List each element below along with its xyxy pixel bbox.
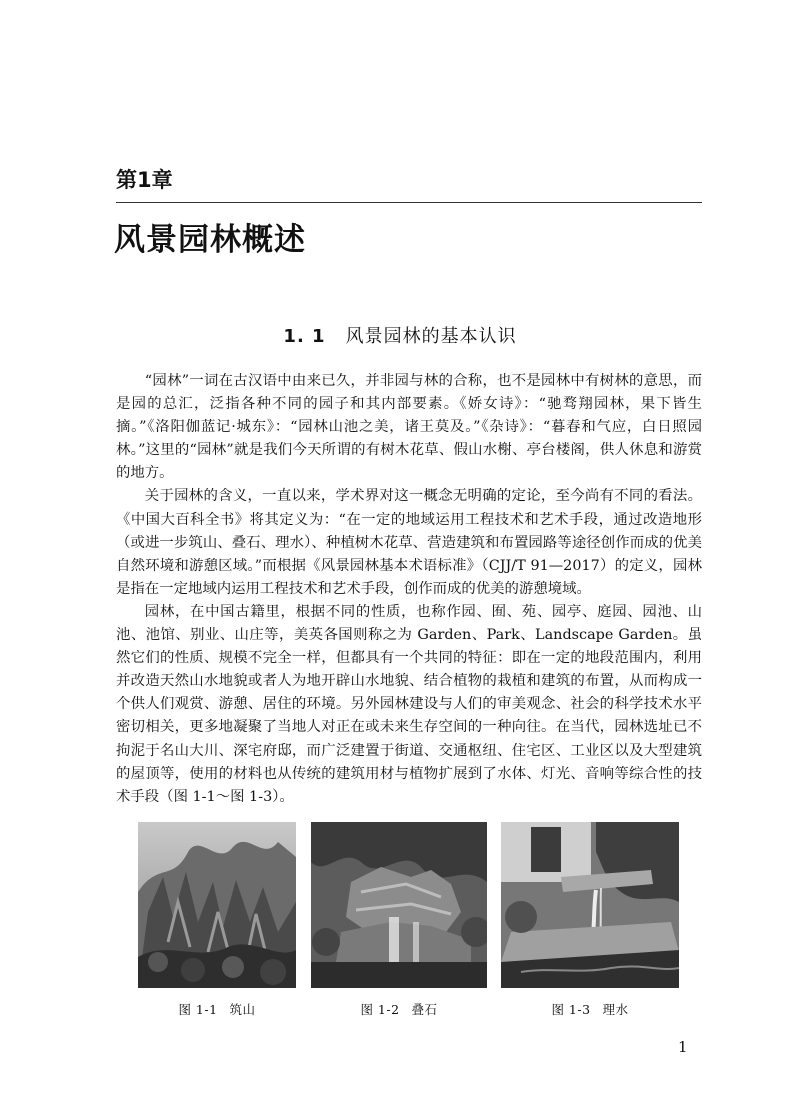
water-feature-photo [501,822,679,988]
paragraph: 园林，在中国古籍里，根据不同的性质，也称作园、囿、苑、园亭、庭园、园池、山池、池馆、别业、山庄等，美英各国则称之为 Garden、Park、Landscape Garden。虽然它们的性质、规模不完全一样，但都具有一个共同的特征：即在一定的地段范围内，利用并改造天然山水地貌或者人为地开辟山水地貌、结合植物的栽植和建筑的布置，从而构成一个供人们观赏、游憩、居住的环境。另外园林建设与人们的审美观念、社会的科学技术水平密切相关，更多地凝聚了当地人对正在或未来生存空间的一种向往。在当代，园林选址已不拘泥于名山大川、深宅府邸，而广泛建置于街道、交通枢纽、住宅区、工业区以及大型建筑的屋顶等，使用的材料也从传统的建筑用材与植物扩展到了水体、灯光、音响等综合性的技术手段（图 1-1～图 1-3）。 [116,603,702,805]
chapter-label: 第1章 [116,168,173,192]
body-text [116,370,702,809]
section-number: 1. 1 [283,326,326,347]
rockery-photo [138,822,296,988]
figure-1-1 [138,822,296,1017]
figure-row [138,822,680,1022]
figure-title: 叠石 [411,1002,438,1017]
figure-title: 理水 [602,1002,629,1017]
paragraph: 关于园林的含义，一直以来，学术界对这一概念无明确的定论，至今尚有不同的看法。《中国大百科全书》将其定义为：“在一定的地域运用工程技术和艺术手段，通过改造地形（或进一步筑山、叠石、理水）、种植树木花草、营造建筑和布置园路等途径创作而成的优美自然环境和游憩区域。”而根据《风景园林基本术语标准》（CJJ/T 91—2017）的定义，园林是指在一定地域内运用工程技术和艺术手段，创作而成的优美的游憩境域。 [116,488,702,597]
figure-caption [311,1000,487,1018]
chapter-divider [116,202,702,203]
figure-caption [138,1000,296,1018]
figure-1-3 [501,822,679,1017]
chapter-title: 风景园林概述 [114,222,306,258]
figure-number: 图 1-3 [551,1002,591,1017]
figure-number: 图 1-1 [178,1002,218,1017]
stone-stack-photo [311,822,487,988]
section-heading [0,322,800,348]
page-number: 1 [678,1038,688,1056]
paragraph: “园林”一词在古汉语中由来已久，并非园与林的合称，也不是园林中有树林的意思，而是园的总汇，泛指各种不同的园子和其内部要素。《娇女诗》：“驰骛翔园林，果下皆生摘。”《洛阳伽蓝记·城东》：“园林山池之美，诸王莫及。”《杂诗》：“暮春和气应，白日照园林。”这里的“园林”就是我们今天所谓的有树木花草、假山水榭、亭台楼阁，供人休息和游赏的地方。 [116,373,702,482]
figure-caption [501,1000,679,1018]
section-title: 风景园林的基本认识 [345,326,517,347]
figure-title: 筑山 [229,1002,256,1017]
figure-1-2 [311,822,487,1017]
figure-number: 图 1-2 [360,1002,400,1017]
